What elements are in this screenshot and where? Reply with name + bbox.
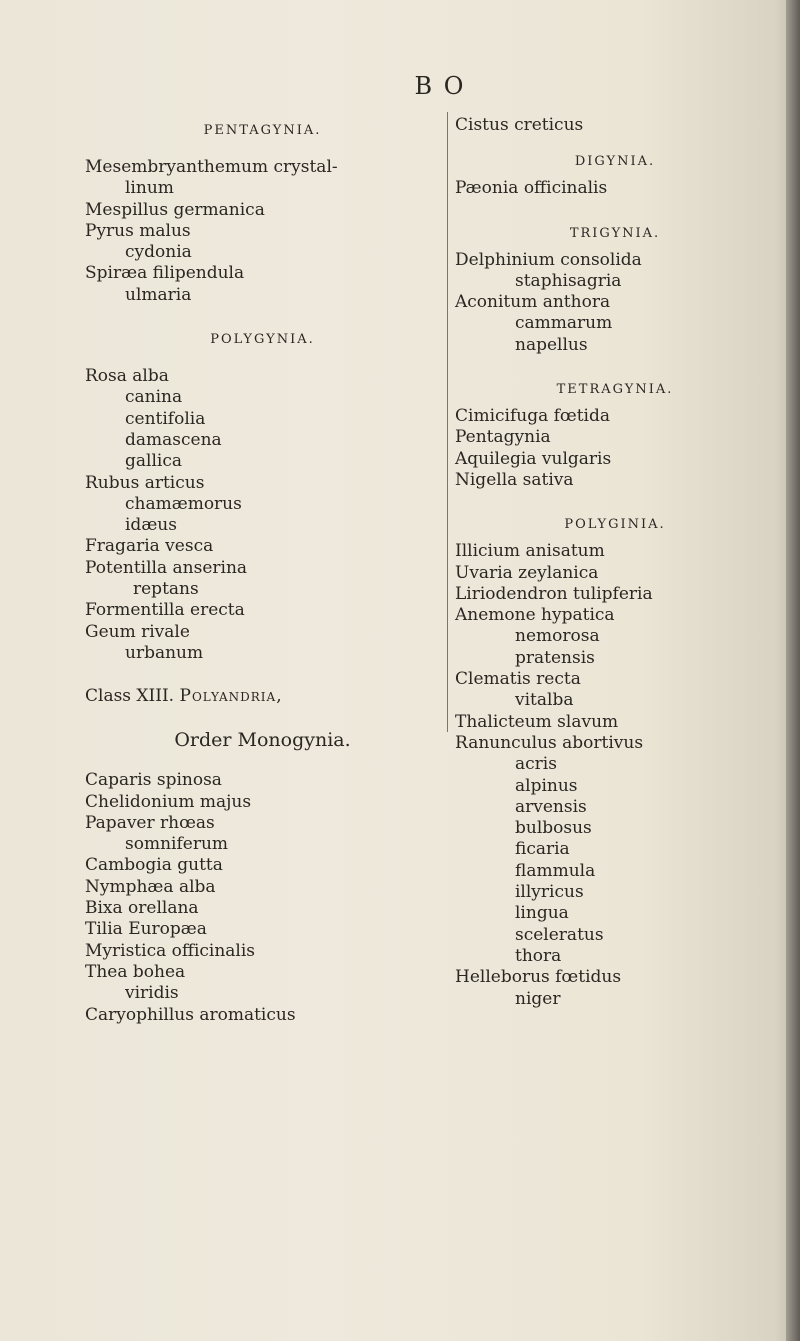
list-item: thora [515,945,562,966]
heading-pentagynia: PENTAGYNIA. [203,123,322,138]
list-item: cydonia [125,242,192,263]
list-item: arvensis [515,796,587,817]
list-item: lingua [515,903,569,924]
list-item: sceleratus [515,924,604,945]
list-item: somniferum [125,834,229,855]
list-item: reptans [133,579,199,600]
list-item: Fragaria vesca [85,536,214,557]
list-item: Pentagynia [455,427,551,448]
list-item: Nymphæa alba [85,876,216,897]
list-item: viridis [125,983,179,1004]
list-item: nemorosa [515,626,600,647]
list-item: linum [125,178,174,199]
list-item: pratensis [515,647,595,668]
column-divider [447,112,448,732]
list-item: centifolia [125,408,206,429]
list-item: cammarum [515,313,613,334]
list-item: Pyrus malus [85,220,191,241]
list-item: Helleborus fœtidus [455,967,622,988]
heading-trigynia: TRIGYNIA. [569,225,661,241]
list-item: Thalicteum slavum [455,711,619,732]
list-item: bulbosus [515,818,592,839]
list-item: Anemone hypatica [455,605,615,626]
list-item: urbanum [125,642,204,663]
order-title: Order Monogynia. [174,729,351,752]
list-item: Aconitum anthora [455,292,611,313]
list-item: Aquilegia vulgaris [455,448,612,469]
list-item: damascena [125,429,222,450]
heading-tetragynia: TETRAGYNIA. [556,382,674,398]
list-item: Myristica officinalis [85,940,256,961]
signature-mark: B O [414,72,466,100]
list-item: Delphinium consolida [455,249,642,270]
list-item: chamæmorus [125,493,242,514]
list-item: Geum rivale [85,621,190,642]
list-item: Formentilla erecta [85,600,245,621]
list-item: Rosa alba [85,366,169,387]
list-item: Potentilla anserina [85,557,248,578]
list-item: Rubus articus [85,472,205,493]
list-item: flammula [515,860,596,881]
list-item: napellus [515,334,588,355]
right-column [455,115,775,1010]
list-item: ulmaria [125,284,192,305]
list-item: Uvaria zeylanica [455,562,599,583]
list-item: idæus [125,515,177,536]
heading-digynia: DIGYNIA. [574,154,656,170]
list-item: Chelidonium majus [85,791,252,812]
list-item: Tilia Europæa [85,919,207,940]
list-item: gallica [125,451,182,472]
heading-polyginia: POLYGINIA. [564,517,666,533]
list-item: Papaver rhœas [85,812,215,833]
list-item: ficaria [515,839,570,860]
list-item: canina [125,387,183,408]
list-item: Bixa orellana [85,898,199,919]
class-name: Polyandria, [179,686,283,707]
list-item: Spiræa filipendula [85,263,245,284]
list-item: Liriodendron tulipferia [455,583,653,604]
list-item: illyricus [515,882,584,903]
list-item: staphisagria [515,270,622,291]
list-item: Ranunculus abortivus [455,732,644,753]
list-item: Caparis spinosa [85,770,222,791]
list-item: Caryophillus aromaticus [85,1004,296,1025]
page-edge [786,0,800,1341]
list-item: Thea bohea [85,961,186,982]
class-title [85,682,440,710]
list-item: Cistus creticus [455,115,584,135]
list-item: niger [515,988,561,1009]
list-item: Cambogia gutta [85,855,223,876]
list-item: Nigella sativa [455,469,574,490]
heading-polygynia: POLYGYNIA. [210,332,315,348]
list-item: alpinus [515,775,578,796]
left-column [85,115,440,1026]
list-item: Cimicifuga fœtida [455,406,611,427]
list-item: acris [515,754,557,775]
list-item: Illicium anisatum [455,541,605,562]
list-item: Clematis recta [455,669,581,690]
list-item: Pæonia officinalis [455,178,608,199]
list-item: vitalba [515,690,574,711]
class-prefix: Class XIII. [85,686,175,707]
list-item: Mesembryanthemum crystal- [85,157,338,177]
list-item: Mespillus germanica [85,199,265,220]
